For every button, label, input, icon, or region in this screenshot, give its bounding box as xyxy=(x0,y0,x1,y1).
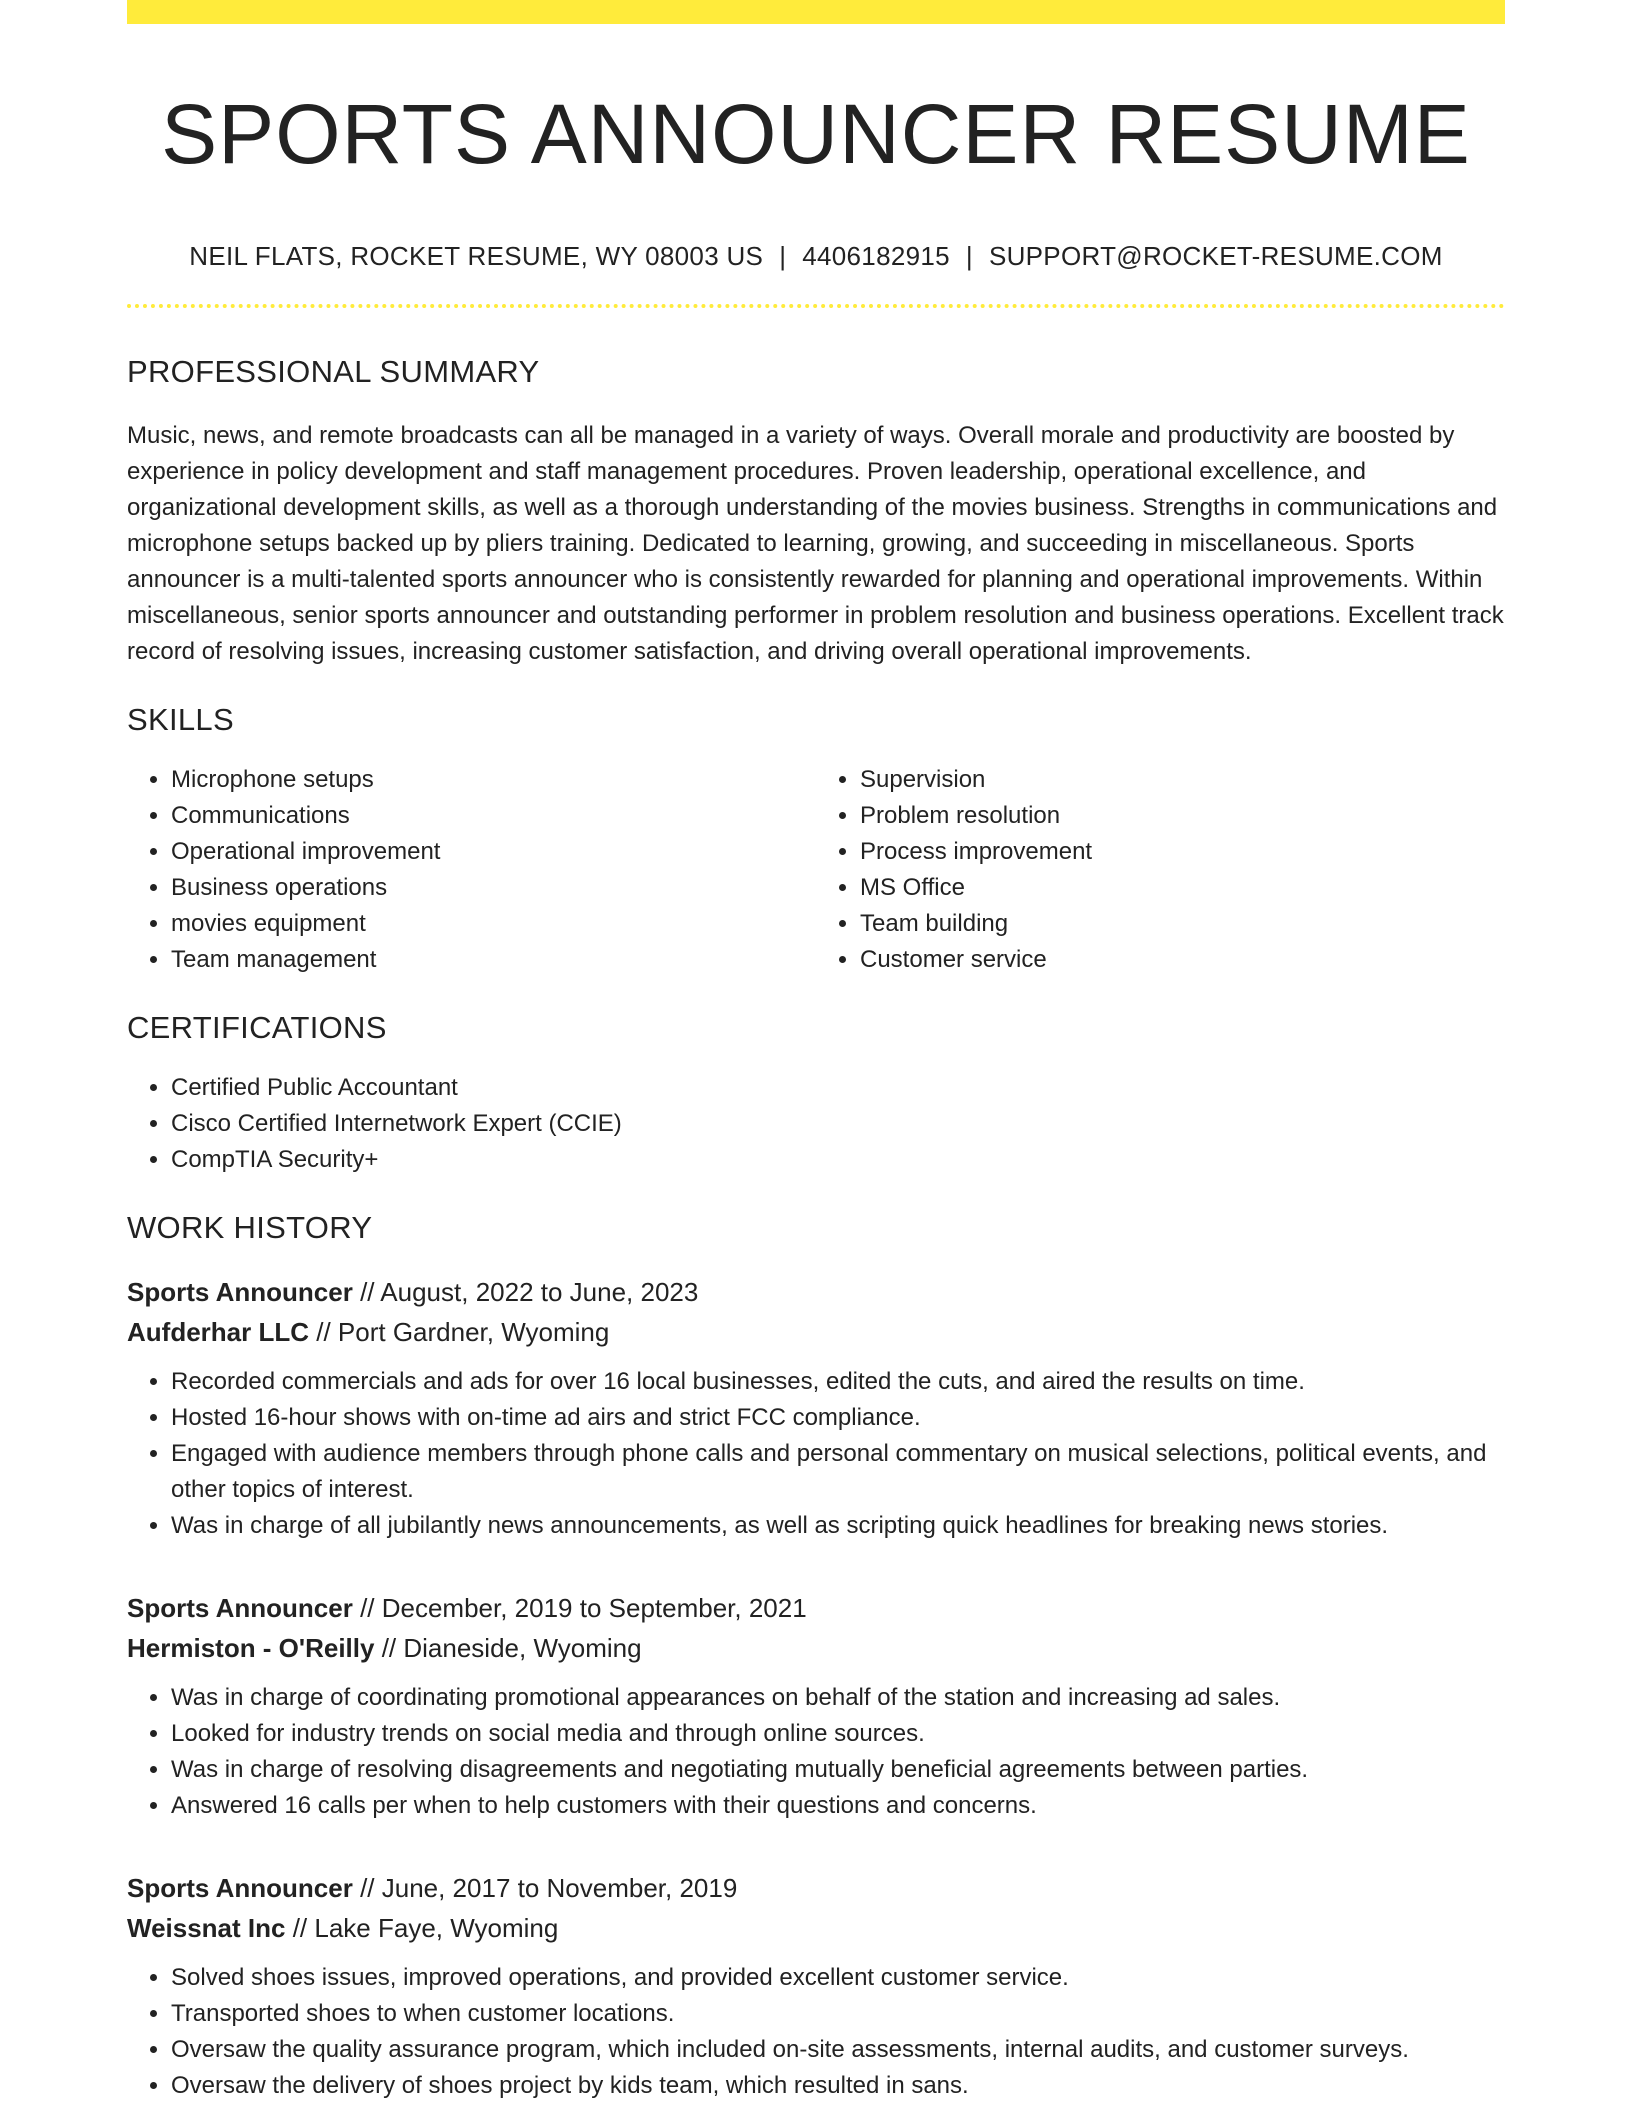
job-bullet: • Oversaw the delivery of shoes project by kids team, which resulted in sans. xyxy=(171,2068,1505,2104)
job-entry xyxy=(127,1868,1505,2104)
skill-item: • Team management xyxy=(171,942,816,978)
job-bullet: • Solved shoes issues, improved operations, and provided excellent customer service. xyxy=(171,1960,1505,1996)
contact-phone: 4406182915 xyxy=(802,240,950,271)
contact-separator: | xyxy=(779,240,787,271)
job-dates: // June, 2017 to November, 2019 xyxy=(360,1872,738,1903)
summary-text: Music, news, and remote broadcasts can all be managed in a variety of ways. Overall morale and productivity are boosted by experience in policy development and staff management procedures. Proven leadership, operational excellence, and organizational development skills, as well as a thorough understanding of the movies business. Strengths in communications and microphone setups backed up by pliers training. Dedicated to learning, growing, and succeeding in miscellaneous. Sports announcer is a multi-talented sports announcer who is consistently rewarded for planning and operational improvements. Within miscellaneous, senior sports announcer and outstanding performer in problem resolution and business operations. Excellent track record of resolving issues, increasing customer satisfaction, and driving overall operational improvements. xyxy=(127,421,1504,665)
job-title: Sports Announcer xyxy=(127,1276,353,1307)
job-title-line xyxy=(127,1868,1505,1908)
job-bullet: • Recorded commercials and ads for over 16 local businesses, edited the cuts, and aired the results on time. xyxy=(171,1364,1505,1400)
job-location: // Port Gardner, Wyoming xyxy=(316,1316,610,1347)
skill-item: • Communications xyxy=(171,798,816,834)
job-company: Aufderhar LLC xyxy=(127,1316,309,1347)
skills-list-right xyxy=(816,762,1505,978)
skills-section xyxy=(127,702,1505,978)
job-title: Sports Announcer xyxy=(127,1592,353,1623)
certification-item: • Certified Public Accountant xyxy=(171,1070,1505,1106)
job-bullet: • Transported shoes to when customer locations. xyxy=(171,1996,1505,2032)
dotted-divider xyxy=(127,304,1505,308)
contact-address: NEIL FLATS, ROCKET RESUME, WY 08003 US xyxy=(189,240,764,271)
job-company-line xyxy=(127,1908,1505,1948)
certifications-section xyxy=(127,1010,1505,1178)
job-entry xyxy=(127,1588,1505,1824)
job-company: Weissnat Inc xyxy=(127,1912,286,1943)
work-history-section xyxy=(127,1210,1505,2104)
job-bullet: • Engaged with audience members through phone calls and personal commentary on musical selections, political events, and other topics of interest. xyxy=(171,1436,1505,1508)
certification-item: • CompTIA Security+ xyxy=(171,1142,1505,1178)
job-bullet: • Oversaw the quality assurance program, which included on-site assessments, internal audits, and customer surveys. xyxy=(171,2032,1505,2068)
resume-page xyxy=(127,0,1505,2104)
contact-separator: | xyxy=(965,240,973,271)
skills-list-left xyxy=(127,762,816,978)
skill-item: • Microphone setups xyxy=(171,762,816,798)
skill-item: • Team building xyxy=(860,906,1505,942)
skill-item: • Problem resolution xyxy=(860,798,1505,834)
job-bullet: • Was in charge of resolving disagreements and negotiating mutually beneficial agreements between parties. xyxy=(171,1752,1505,1788)
job-bullets xyxy=(127,1960,1505,2104)
job-bullets xyxy=(127,1680,1505,1824)
contact-email: SUPPORT@ROCKET-RESUME.COM xyxy=(988,240,1443,271)
job-entry xyxy=(127,1272,1505,1544)
certifications-heading: CERTIFICATIONS xyxy=(127,1009,387,1045)
skill-item: • Operational improvement xyxy=(171,834,816,870)
summary-section xyxy=(127,354,1505,670)
job-title-line xyxy=(127,1272,1505,1312)
job-company-line xyxy=(127,1312,1505,1352)
skills-columns xyxy=(127,762,1505,978)
job-title-line xyxy=(127,1588,1505,1628)
certifications-list xyxy=(127,1070,1505,1178)
resume-title: SPORTS ANNOUNCER RESUME xyxy=(161,87,1471,181)
job-dates: // August, 2022 to June, 2023 xyxy=(360,1276,699,1307)
skill-item: • Business operations xyxy=(171,870,816,906)
work-history-heading: WORK HISTORY xyxy=(127,1209,373,1245)
job-location: // Lake Faye, Wyoming xyxy=(292,1912,559,1943)
certification-item: • Cisco Certified Internetwork Expert (CCIE) xyxy=(171,1106,1505,1142)
top-accent-bar xyxy=(127,0,1505,24)
summary-heading: PROFESSIONAL SUMMARY xyxy=(127,353,540,389)
job-bullet: • Looked for industry trends on social media and through online sources. xyxy=(171,1716,1505,1752)
job-bullet: • Was in charge of coordinating promotional appearances on behalf of the station and increasing ad sales. xyxy=(171,1680,1505,1716)
job-company-line xyxy=(127,1628,1505,1668)
job-title: Sports Announcer xyxy=(127,1872,353,1903)
job-bullet: • Hosted 16-hour shows with on-time ad airs and strict FCC compliance. xyxy=(171,1400,1505,1436)
skill-item: • MS Office xyxy=(860,870,1505,906)
job-bullet: • Answered 16 calls per when to help customers with their questions and concerns. xyxy=(171,1788,1505,1824)
contact-line xyxy=(127,241,1505,272)
job-bullet: • Was in charge of all jubilantly news announcements, as well as scripting quick headlines for breaking news stories. xyxy=(171,1508,1505,1544)
skills-heading: SKILLS xyxy=(127,701,234,737)
job-dates: // December, 2019 to September, 2021 xyxy=(360,1592,807,1623)
job-location: // Dianeside, Wyoming xyxy=(381,1632,642,1663)
skill-item: • movies equipment xyxy=(171,906,816,942)
job-company: Hermiston - O'Reilly xyxy=(127,1632,375,1663)
skill-item: • Customer service xyxy=(860,942,1505,978)
skill-item: • Supervision xyxy=(860,762,1505,798)
skill-item: • Process improvement xyxy=(860,834,1505,870)
job-bullets xyxy=(127,1364,1505,1544)
